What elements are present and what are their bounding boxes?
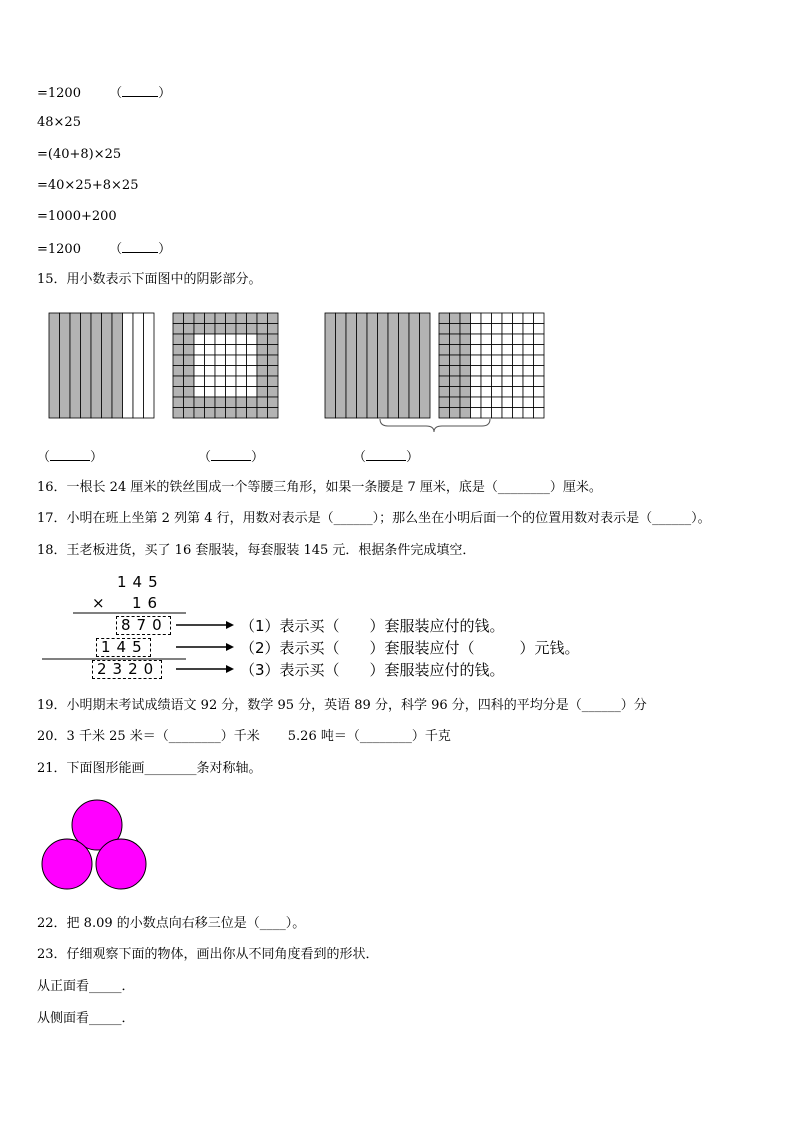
- grid-cell: [450, 345, 461, 356]
- question-23: 23．仔细观察下面的物体，画出你从不同角度看到的形状．: [37, 947, 379, 962]
- grid-cell: [481, 313, 492, 324]
- question-16: 16．一根长 24 厘米的铁丝围成一个等腰三角形，如果一条腰是 7 厘米，底是（________）厘米。: [37, 480, 602, 495]
- grid-cell: [502, 376, 513, 387]
- grid-cell: [513, 387, 524, 398]
- grid-cell: [471, 313, 482, 324]
- brace: [380, 419, 490, 432]
- grid-cell: [534, 324, 545, 335]
- grid-cell: [257, 387, 268, 398]
- grid-cell: [205, 345, 216, 356]
- grid-cell: [257, 376, 268, 387]
- grid-cell: [268, 355, 279, 366]
- grid-cell: [460, 334, 471, 345]
- grid-cell: [492, 408, 503, 419]
- grid-cell: [513, 334, 524, 345]
- grid-cell: [236, 355, 247, 366]
- question-18: 18．王老板进货，买了 16 套服装，每套服装 145 元．根据条件完成填空．: [37, 543, 476, 558]
- arrow-3: [0, 660, 260, 680]
- grid-cell: [439, 345, 450, 356]
- grid-cell: [184, 387, 195, 398]
- grid-cell: [173, 397, 184, 408]
- grid-cell: [439, 397, 450, 408]
- grid-cell: [523, 366, 534, 377]
- grid-cell: [215, 408, 226, 419]
- grid-cell: [492, 366, 503, 377]
- grid-cell: [247, 324, 258, 335]
- grid-cell: [450, 324, 461, 335]
- strip: [367, 313, 378, 418]
- grid-cell: [184, 313, 195, 324]
- grid-cell: [492, 355, 503, 366]
- grid-cell: [492, 334, 503, 345]
- grid-cell: [194, 408, 205, 419]
- grid-cell: [534, 345, 545, 356]
- grid-cell: [471, 334, 482, 345]
- grid-cell: [226, 324, 237, 335]
- grid-cell: [247, 334, 258, 345]
- grid-cell: [471, 408, 482, 419]
- multiplier: 16: [132, 594, 164, 612]
- answer-blank-15b[interactable]: （ ）: [198, 447, 264, 467]
- grid-cell: [534, 397, 545, 408]
- grid-cell: [492, 387, 503, 398]
- grid-cell: [205, 397, 216, 408]
- grid-cell: [481, 345, 492, 356]
- strip: [133, 313, 144, 418]
- answer-blank-1[interactable]: （ ）: [109, 86, 171, 101]
- partial-product-2[interactable]: 145: [96, 638, 151, 657]
- grid-cell: [236, 345, 247, 356]
- grid-cell: [226, 345, 237, 356]
- grid-cell: [460, 397, 471, 408]
- grid-cell: [184, 397, 195, 408]
- grid-cell: [247, 345, 258, 356]
- grid-cell: [268, 387, 279, 398]
- grid-cell: [194, 334, 205, 345]
- grid-cell: [439, 366, 450, 377]
- grid-cell: [523, 313, 534, 324]
- grid-cell: [481, 366, 492, 377]
- figure-strips: [49, 313, 154, 418]
- grid-cell: [513, 408, 524, 419]
- grid-cell: [502, 313, 513, 324]
- grid-cell: [502, 345, 513, 356]
- grid-cell: [226, 397, 237, 408]
- grid-cell: [513, 355, 524, 366]
- grid-cell: [215, 334, 226, 345]
- grid-cell: [184, 366, 195, 377]
- grid-cell: [481, 355, 492, 366]
- strip: [81, 313, 92, 418]
- explanation-3: （3）表示买（ ）套服装应付的钱。: [240, 661, 505, 679]
- grid-cell: [236, 313, 247, 324]
- final-product[interactable]: 2320: [92, 660, 162, 679]
- grid-cell: [481, 387, 492, 398]
- grid-cell: [439, 387, 450, 398]
- grid-cell: [184, 324, 195, 335]
- strip: [112, 313, 123, 418]
- grid-cell: [184, 376, 195, 387]
- grid-cell: [173, 313, 184, 324]
- calc-line-2: 48×25: [37, 115, 81, 130]
- grid-cell: [226, 313, 237, 324]
- grid-cell: [173, 324, 184, 335]
- grid-cell: [523, 408, 534, 419]
- front-view-prompt: 从正面看_____．: [37, 979, 135, 994]
- grid-cell: [205, 324, 216, 335]
- grid-cell: [450, 366, 461, 377]
- grid-cell: [215, 313, 226, 324]
- decimal-figures: [0, 305, 560, 435]
- grid-cell: [257, 324, 268, 335]
- grid-cell: [450, 397, 461, 408]
- grid-cell: [481, 334, 492, 345]
- grid-cell: [184, 334, 195, 345]
- grid-cell: [460, 376, 471, 387]
- grid-cell: [173, 334, 184, 345]
- grid-cell: [194, 387, 205, 398]
- grid-cell: [184, 345, 195, 356]
- grid-cell: [257, 355, 268, 366]
- grid-cell: [236, 408, 247, 419]
- grid-cell: [247, 355, 258, 366]
- grid-cell: [502, 366, 513, 377]
- strip: [60, 313, 71, 418]
- grid-cell: [523, 334, 534, 345]
- grid-cell: [492, 324, 503, 335]
- grid-cell: [257, 334, 268, 345]
- grid-cell: [268, 313, 279, 324]
- grid-cell: [226, 355, 237, 366]
- grid-cell: [450, 355, 461, 366]
- grid-cell: [460, 313, 471, 324]
- grid-cell: [247, 313, 258, 324]
- grid-cell: [194, 397, 205, 408]
- grid-cell: [471, 366, 482, 377]
- grid-cell: [481, 376, 492, 387]
- grid-cell: [236, 324, 247, 335]
- grid-cell: [460, 345, 471, 356]
- strip: [357, 313, 368, 418]
- grid-cell: [523, 397, 534, 408]
- question-19: 19．小明期末考试成绩语文 92 分，数学 95 分，英语 89 分，科学 96 分，四科的平均分是（______）分: [37, 698, 647, 713]
- grid-cell: [523, 345, 534, 356]
- grid-cell: [236, 387, 247, 398]
- grid-cell: [471, 387, 482, 398]
- grid-cell: [247, 376, 258, 387]
- grid-cell: [513, 397, 524, 408]
- grid-cell: [534, 355, 545, 366]
- grid-cell: [460, 408, 471, 419]
- grid-cell: [523, 387, 534, 398]
- strip: [49, 313, 60, 418]
- arrow-2: [176, 643, 234, 651]
- grid-cell: [215, 387, 226, 398]
- figure-grid-partial: [439, 313, 544, 418]
- grid-cell: [450, 408, 461, 419]
- grid-cell: [523, 376, 534, 387]
- grid-cell: [471, 324, 482, 335]
- grid-cell: [534, 366, 545, 377]
- question-21: 21．下面图形能画________条对称轴。: [37, 761, 262, 776]
- strip: [420, 313, 431, 418]
- grid-cell: [471, 376, 482, 387]
- grid-cell: [450, 387, 461, 398]
- grid-cell: [236, 376, 247, 387]
- grid-cell: [194, 313, 205, 324]
- grid-cell: [257, 397, 268, 408]
- question-22: 22．把 8.09 的小数点向右移三位是（____）。: [37, 916, 306, 931]
- grid-cell: [481, 324, 492, 335]
- grid-cell: [439, 313, 450, 324]
- calc-line-4: =40×25+8×25: [37, 178, 139, 193]
- grid-cell: [439, 324, 450, 335]
- grid-cell: [205, 408, 216, 419]
- grid-cell: [173, 387, 184, 398]
- grid-cell: [534, 408, 545, 419]
- strip: [409, 313, 420, 418]
- explanation-2: （2）表示买（ ）套服装应付（ ）元钱。: [240, 639, 580, 657]
- strip: [399, 313, 410, 418]
- grid-cell: [492, 345, 503, 356]
- strip: [91, 313, 102, 418]
- question-17: 17．小明在班上坐第 2 列第 4 行，用数对表示是（______）；那么坐在小明后面一个的位置用数对表示是（______）。: [37, 511, 711, 526]
- grid-cell: [215, 324, 226, 335]
- grid-cell: [215, 355, 226, 366]
- grid-cell: [226, 408, 237, 419]
- grid-cell: [534, 334, 545, 345]
- grid-cell: [257, 313, 268, 324]
- figure-grid-frame: [173, 313, 278, 418]
- grid-cell: [257, 345, 268, 356]
- grid-cell: [215, 376, 226, 387]
- grid-cell: [502, 397, 513, 408]
- strip: [388, 313, 399, 418]
- grid-cell: [523, 324, 534, 335]
- grid-cell: [184, 355, 195, 366]
- grid-cell: [236, 334, 247, 345]
- grid-cell: [205, 387, 216, 398]
- grid-cell: [247, 408, 258, 419]
- question-20: 20．3 千米 25 米＝（________）千米 5.26 吨＝（________）千克: [37, 729, 451, 744]
- grid-cell: [215, 345, 226, 356]
- grid-cell: [481, 408, 492, 419]
- grid-cell: [173, 345, 184, 356]
- grid-cell: [502, 355, 513, 366]
- grid-cell: [534, 313, 545, 324]
- three-circles-figure: [38, 795, 150, 895]
- grid-cell: [502, 334, 513, 345]
- grid-cell: [173, 366, 184, 377]
- grid-cell: [268, 324, 279, 335]
- grid-cell: [439, 376, 450, 387]
- grid-cell: [492, 397, 503, 408]
- times-sign: ×: [92, 594, 105, 612]
- grid-cell: [226, 334, 237, 345]
- grid-cell: [481, 397, 492, 408]
- grid-cell: [450, 313, 461, 324]
- strip: [123, 313, 134, 418]
- grid-cell: [194, 376, 205, 387]
- grid-cell: [257, 366, 268, 377]
- grid-cell: [194, 366, 205, 377]
- grid-cell: [268, 397, 279, 408]
- grid-cell: [439, 408, 450, 419]
- arrow-1: [176, 621, 234, 629]
- grid-cell: [439, 355, 450, 366]
- grid-cell: [194, 345, 205, 356]
- grid-cell: [502, 387, 513, 398]
- grid-cell: [226, 376, 237, 387]
- grid-cell: [247, 397, 258, 408]
- calc-line-5: =1000+200: [37, 209, 117, 224]
- grid-cell: [205, 334, 216, 345]
- grid-cell: [247, 387, 258, 398]
- grid-cell: [194, 324, 205, 335]
- strip: [378, 313, 389, 418]
- grid-cell: [471, 355, 482, 366]
- calc-line-6: =1200 （ ）: [37, 239, 171, 259]
- grid-cell: [471, 397, 482, 408]
- grid-cell: [439, 334, 450, 345]
- answer-blank-15c[interactable]: （ ）: [353, 447, 419, 467]
- grid-cell: [236, 366, 247, 377]
- side-view-prompt: 从侧面看_____．: [37, 1011, 135, 1026]
- grid-cell: [513, 366, 524, 377]
- grid-cell: [247, 366, 258, 377]
- grid-cell: [268, 376, 279, 387]
- grid-cell: [502, 408, 513, 419]
- grid-cell: [268, 334, 279, 345]
- strip: [144, 313, 155, 418]
- strip: [336, 313, 347, 418]
- strip: [325, 313, 336, 418]
- grid-cell: [173, 355, 184, 366]
- grid-cell: [450, 376, 461, 387]
- grid-cell: [173, 376, 184, 387]
- grid-cell: [492, 376, 503, 387]
- calc-lines-arrows: [0, 605, 260, 665]
- grid-cell: [534, 387, 545, 398]
- grid-cell: [226, 387, 237, 398]
- explanation-1: （1）表示买（ ）套服装应付的钱。: [240, 617, 505, 635]
- strip: [102, 313, 113, 418]
- partial-product-1[interactable]: 870: [116, 616, 171, 635]
- grid-cell: [184, 408, 195, 419]
- grid-cell: [173, 408, 184, 419]
- grid-cell: [268, 408, 279, 419]
- grid-cell: [513, 313, 524, 324]
- grid-cell: [534, 376, 545, 387]
- figure-strips-full: [325, 313, 430, 418]
- question-15: 15．用小数表示下面图中的阴影部分。: [37, 272, 262, 287]
- grid-cell: [205, 313, 216, 324]
- grid-cell: [502, 324, 513, 335]
- answer-blank-15a[interactable]: （ ）: [37, 447, 103, 467]
- grid-cell: [205, 355, 216, 366]
- grid-cell: [215, 397, 226, 408]
- grid-cell: [450, 334, 461, 345]
- calc-line-3: =(40+8)×25: [37, 147, 122, 162]
- strip: [70, 313, 81, 418]
- grid-cell: [257, 408, 268, 419]
- answer-blank-2[interactable]: （ ）: [109, 242, 171, 257]
- calc-line-1: =1200 （ ）: [37, 83, 171, 103]
- grid-cell: [226, 366, 237, 377]
- grid-cell: [460, 324, 471, 335]
- grid-cell: [460, 366, 471, 377]
- grid-cell: [268, 366, 279, 377]
- grid-cell: [205, 366, 216, 377]
- grid-cell: [513, 376, 524, 387]
- grid-cell: [215, 366, 226, 377]
- grid-cell: [523, 355, 534, 366]
- grid-cell: [471, 345, 482, 356]
- grid-cell: [460, 387, 471, 398]
- grid-cell: [236, 397, 247, 408]
- multiplicand: 145: [117, 573, 164, 591]
- grid-cell: [268, 345, 279, 356]
- grid-cell: [205, 376, 216, 387]
- grid-cell: [492, 313, 503, 324]
- strip: [346, 313, 357, 418]
- grid-cell: [513, 345, 524, 356]
- grid-cell: [194, 355, 205, 366]
- grid-cell: [460, 355, 471, 366]
- grid-cell: [513, 324, 524, 335]
